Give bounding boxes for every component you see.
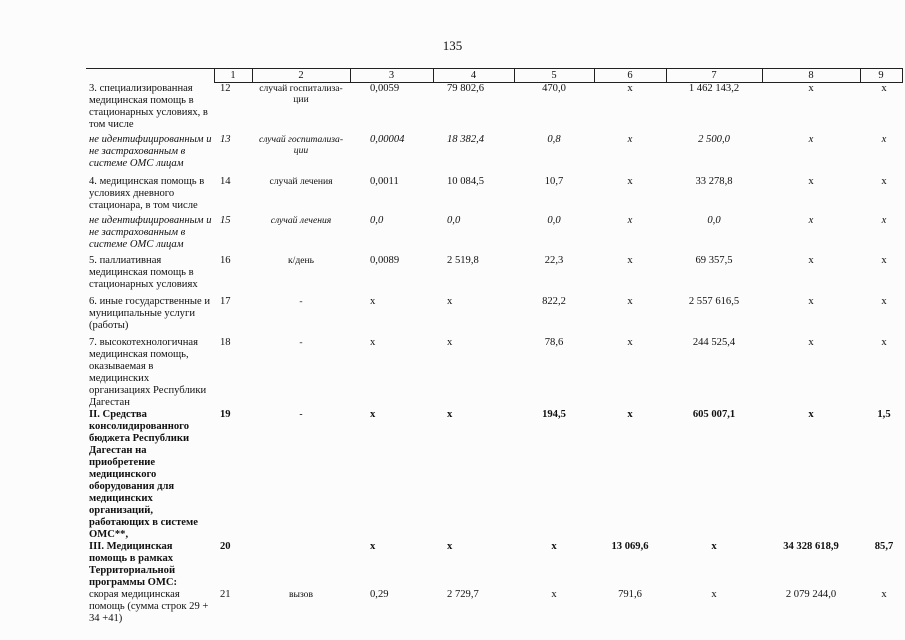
table-cell: 69 357,5 [695, 254, 733, 266]
table-cell: х [627, 408, 633, 420]
table-cell: 16 [220, 254, 231, 266]
header-cell: 9 [860, 69, 902, 83]
table-cell: х [711, 588, 717, 600]
table-cell: 79 802,6 [447, 83, 485, 94]
table-header-row [86, 69, 902, 83]
table-cell: х [881, 254, 887, 266]
header-cell: 6 [594, 69, 666, 83]
table-cell: 12 [220, 83, 231, 94]
table-cell: х [627, 336, 633, 348]
table-row [86, 215, 902, 255]
table-cell: х [627, 295, 633, 307]
row-label-cell: 6. иные государственные и муниципальные услуги (работы) [89, 295, 211, 331]
table-cell: 470,0 [542, 83, 566, 94]
header-cell: 2 [252, 69, 350, 83]
table-row [86, 296, 902, 337]
table-row [86, 255, 902, 296]
table-cell: - [299, 408, 303, 420]
table-cell: - [299, 336, 303, 348]
table-container [86, 68, 903, 629]
header-cell: 3 [350, 69, 433, 83]
row-label-cell: 4. медицинская помощь в условиях дневного стационара, в том числе [89, 175, 205, 211]
table-cell: 194,5 [542, 408, 566, 420]
table-cell: случай лечения [269, 175, 333, 187]
table-cell: х [881, 295, 887, 307]
table-cell: к/день [288, 254, 314, 266]
table-cell: х [808, 408, 814, 420]
table-cell: 22,3 [544, 254, 564, 266]
table-cell: 13 [220, 133, 231, 145]
row-label-cell: 5. паллиативная медицинская помощь в стационарных условиях [89, 254, 198, 290]
table-cell: х [881, 336, 887, 348]
table-cell: х [808, 133, 814, 145]
table-cell: 605 007,1 [692, 408, 736, 420]
table-row [86, 83, 902, 134]
table-cell: 19 [220, 408, 231, 420]
table-cell: 0,0 [370, 214, 384, 226]
row-label-cell: не идентифицированным и не застрахованным в системе ОМС лицам [89, 133, 212, 169]
table-cell: 244 525,4 [692, 336, 736, 348]
header-cell: 4 [433, 69, 514, 83]
table-cell: х [627, 214, 633, 226]
table-cell: 2 557 616,5 [688, 295, 740, 307]
header-cell [86, 69, 214, 83]
table-cell: случай лечения [270, 214, 332, 226]
table-cell: 20 [220, 540, 231, 552]
row-label-cell: скорая медицинская помощь (сумма строк 29 + 34 +41) [89, 588, 209, 624]
table-cell: 2 519,8 [447, 254, 479, 266]
header-cell: 8 [762, 69, 860, 83]
table-cell: х [551, 540, 557, 552]
table-cell: х [808, 295, 814, 307]
table-cell: 0,0 [447, 214, 461, 226]
table-cell: х [881, 133, 887, 145]
table-cell: 791,6 [618, 588, 642, 600]
table-row [86, 134, 902, 176]
table-cell: 2 500,0 [698, 133, 730, 145]
table-cell: х [808, 83, 814, 94]
table-cell: 0,0 [547, 214, 561, 226]
table-cell: х [627, 175, 633, 187]
row-label-cell: III. Медицинская помощь в рамках Территориальной программы ОМС: [89, 540, 178, 588]
table-cell: 15 [220, 214, 231, 226]
table-cell: 0,8 [547, 133, 561, 145]
table-cell: 0,0 [707, 214, 721, 226]
table-cell: х [370, 336, 376, 348]
table-cell: 2 729,7 [447, 588, 479, 600]
table-cell: х [808, 214, 814, 226]
table-cell: х [627, 254, 633, 266]
row-label-cell: II. Средства консолидированного бюджета Республики Дагестан на приобретение медицинского оборудования для медицинских организаций, работающих в системе ОМС**, [89, 408, 198, 540]
table-cell [252, 541, 350, 589]
table-row [86, 337, 902, 409]
header-cell: 7 [666, 69, 762, 83]
table-cell: х [808, 336, 814, 348]
data-table [86, 68, 903, 629]
table-cell: х [881, 214, 887, 226]
table-cell: 0,0059 [370, 83, 400, 94]
table-cell: 10,7 [544, 175, 564, 187]
table-cell: х [447, 408, 453, 420]
table-cell: 13 069,6 [611, 540, 649, 552]
table-row [86, 541, 902, 589]
table-cell: х [447, 540, 453, 552]
table-cell: 85,7 [874, 540, 894, 552]
table-cell: - [299, 295, 303, 307]
table-cell: 34 328 618,9 [783, 540, 839, 552]
table-cell: 1,5 [877, 408, 891, 420]
row-label-cell: 3. специализированная медицинская помощь в стационарных условиях, в том числе [89, 82, 208, 130]
table-cell: 21 [220, 588, 231, 600]
table-cell: х [881, 588, 887, 600]
table-cell: 0,0089 [370, 254, 400, 266]
header-cell: 1 [214, 69, 252, 83]
table-row [86, 176, 902, 215]
row-label-cell: не идентифицированным и не застрахованным в системе ОМС лицам [89, 214, 212, 250]
table-cell: х [627, 133, 633, 145]
table-cell: х [447, 295, 453, 307]
table-cell: х [881, 83, 887, 94]
table-cell: х [447, 336, 453, 348]
table-cell: 0,00004 [370, 133, 405, 145]
table-cell: 2 079 244,0 [785, 588, 837, 600]
table-cell: вызов [288, 588, 314, 600]
table-cell: 78,6 [544, 336, 564, 348]
page-number: 135 [442, 38, 463, 53]
row-label-cell: 7. высокотехнологичная медицинская помощь, оказываемая в медицинских организациях Республики Дагестан [89, 336, 207, 408]
table-cell: х [627, 83, 633, 94]
table-cell: случай госпитализа-ции [258, 133, 344, 156]
table-row [86, 409, 902, 541]
table-cell: случай госпитализа-ции [259, 83, 343, 105]
table-cell: 1 462 143,2 [688, 83, 740, 94]
table-cell: х [370, 540, 376, 552]
table-cell: 822,2 [542, 295, 566, 307]
table-cell: 0,29 [370, 588, 389, 600]
table-cell: х [551, 588, 557, 600]
table-cell: 10 084,5 [447, 175, 485, 187]
table-cell: х [808, 254, 814, 266]
table-cell: х [881, 175, 887, 187]
table-cell: х [711, 540, 717, 552]
table-cell: 0,0011 [370, 175, 399, 187]
table-cell: х [370, 295, 376, 307]
table-row [86, 589, 902, 629]
table-cell: 14 [220, 175, 231, 187]
table-cell: 18 [220, 336, 231, 348]
table-cell: х [370, 408, 376, 420]
table-cell: х [808, 175, 814, 187]
header-cell: 5 [514, 69, 594, 83]
table-cell: 18 382,4 [447, 133, 485, 145]
table-cell: 17 [220, 295, 231, 307]
table-cell: 33 278,8 [695, 175, 733, 187]
